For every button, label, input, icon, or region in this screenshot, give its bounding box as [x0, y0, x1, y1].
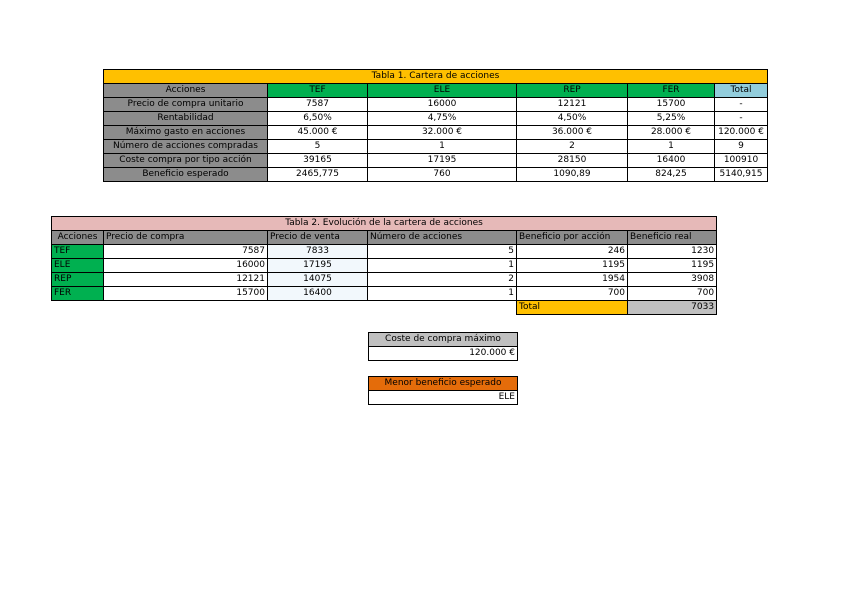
row-label: Número de acciones compradas [104, 140, 268, 154]
tabla1-header-total: Total [715, 84, 768, 98]
row-label: FER [52, 287, 104, 301]
menor-beneficio-esperado [368, 376, 518, 405]
cell: 1195 [517, 259, 628, 273]
cell: 2 [368, 273, 517, 287]
cell: 12121 [104, 273, 268, 287]
cell: 2 [517, 140, 628, 154]
spacer [52, 301, 517, 315]
cell: 16000 [104, 259, 268, 273]
cell: 16400 [268, 287, 368, 301]
cell: 5 [368, 245, 517, 259]
cell: - [715, 98, 768, 112]
coste-maximo-label: Coste de compra máximo [369, 333, 518, 347]
tabla2-title: Tabla 2. Evolución de la cartera de acciones [52, 217, 717, 231]
tabla1-title: Tabla 1. Cartera de acciones [104, 70, 768, 84]
cell: 1 [368, 287, 517, 301]
cell: 15700 [628, 98, 715, 112]
cell: 120.000 € [715, 126, 768, 140]
cell: 1954 [517, 273, 628, 287]
cell: 45.000 € [268, 126, 368, 140]
cell: 28150 [517, 154, 628, 168]
tabla2-header-precio-venta: Precio de venta [268, 231, 368, 245]
cell: 1 [368, 140, 517, 154]
cell: 824,25 [628, 168, 715, 182]
table-row [104, 154, 768, 168]
row-label: Beneficio esperado [104, 168, 268, 182]
tabla1-header-tef: TEF [268, 84, 368, 98]
cell: 17195 [268, 259, 368, 273]
cell: 4,75% [368, 112, 517, 126]
row-label: ELE [52, 259, 104, 273]
tabla2-header-beneficio-real: Beneficio real [628, 231, 717, 245]
table-row [104, 126, 768, 140]
cell: 246 [517, 245, 628, 259]
row-label: Rentabilidad [104, 112, 268, 126]
cell: 15700 [104, 287, 268, 301]
row-label: TEF [52, 245, 104, 259]
tabla2-header-acciones: Acciones [52, 231, 104, 245]
cell: 5 [268, 140, 368, 154]
cell: 7587 [104, 245, 268, 259]
menor-beneficio-label: Menor beneficio esperado [369, 377, 518, 391]
row-label: Precio de compra unitario [104, 98, 268, 112]
tabla1-header-fer: FER [628, 84, 715, 98]
cell: 9 [715, 140, 768, 154]
cell: 1090,89 [517, 168, 628, 182]
cell: 7833 [268, 245, 368, 259]
table-row [104, 140, 768, 154]
cell: 36.000 € [517, 126, 628, 140]
cell: 760 [368, 168, 517, 182]
cell: 12121 [517, 98, 628, 112]
cell: 14075 [268, 273, 368, 287]
row-label: REP [52, 273, 104, 287]
cell: 1 [368, 259, 517, 273]
table-row [104, 98, 768, 112]
tabla2-header-beneficio-accion: Beneficio por acción [517, 231, 628, 245]
coste-compra-maximo [368, 332, 518, 361]
cell: 4,50% [517, 112, 628, 126]
cell: 16400 [628, 154, 715, 168]
cell: 17195 [368, 154, 517, 168]
total-label: Total [517, 301, 628, 315]
cell: 39165 [268, 154, 368, 168]
total-value: 7033 [628, 301, 717, 315]
table-row [52, 273, 717, 287]
cell: - [715, 112, 768, 126]
cell: 1 [628, 140, 715, 154]
row-label: Coste compra por tipo acción [104, 154, 268, 168]
cell: 5140,915 [715, 168, 768, 182]
table-row [52, 245, 717, 259]
tabla1-header-acciones: Acciones [104, 84, 268, 98]
table-row [104, 112, 768, 126]
cell: 28.000 € [628, 126, 715, 140]
cell: 7587 [268, 98, 368, 112]
cell: 2465,775 [268, 168, 368, 182]
tabla2-header-numero-acciones: Número de acciones [368, 231, 517, 245]
menor-beneficio-value: ELE [369, 391, 518, 405]
tabla1-header-rep: REP [517, 84, 628, 98]
cell: 16000 [368, 98, 517, 112]
tabla-evolucion-cartera [51, 216, 717, 315]
cell: 3908 [628, 273, 717, 287]
cell: 700 [628, 287, 717, 301]
table-row [52, 259, 717, 273]
cell: 6,50% [268, 112, 368, 126]
cell: 5,25% [628, 112, 715, 126]
coste-maximo-value: 120.000 € [369, 347, 518, 361]
table-row [52, 287, 717, 301]
cell: 100910 [715, 154, 768, 168]
row-label: Máximo gasto en acciones [104, 126, 268, 140]
cell: 700 [517, 287, 628, 301]
tabla-cartera-acciones [103, 69, 768, 182]
tabla1-header-ele: ELE [368, 84, 517, 98]
tabla2-header-precio-compra: Precio de compra [104, 231, 268, 245]
cell: 32.000 € [368, 126, 517, 140]
table-row [104, 168, 768, 182]
cell: 1195 [628, 259, 717, 273]
cell: 1230 [628, 245, 717, 259]
